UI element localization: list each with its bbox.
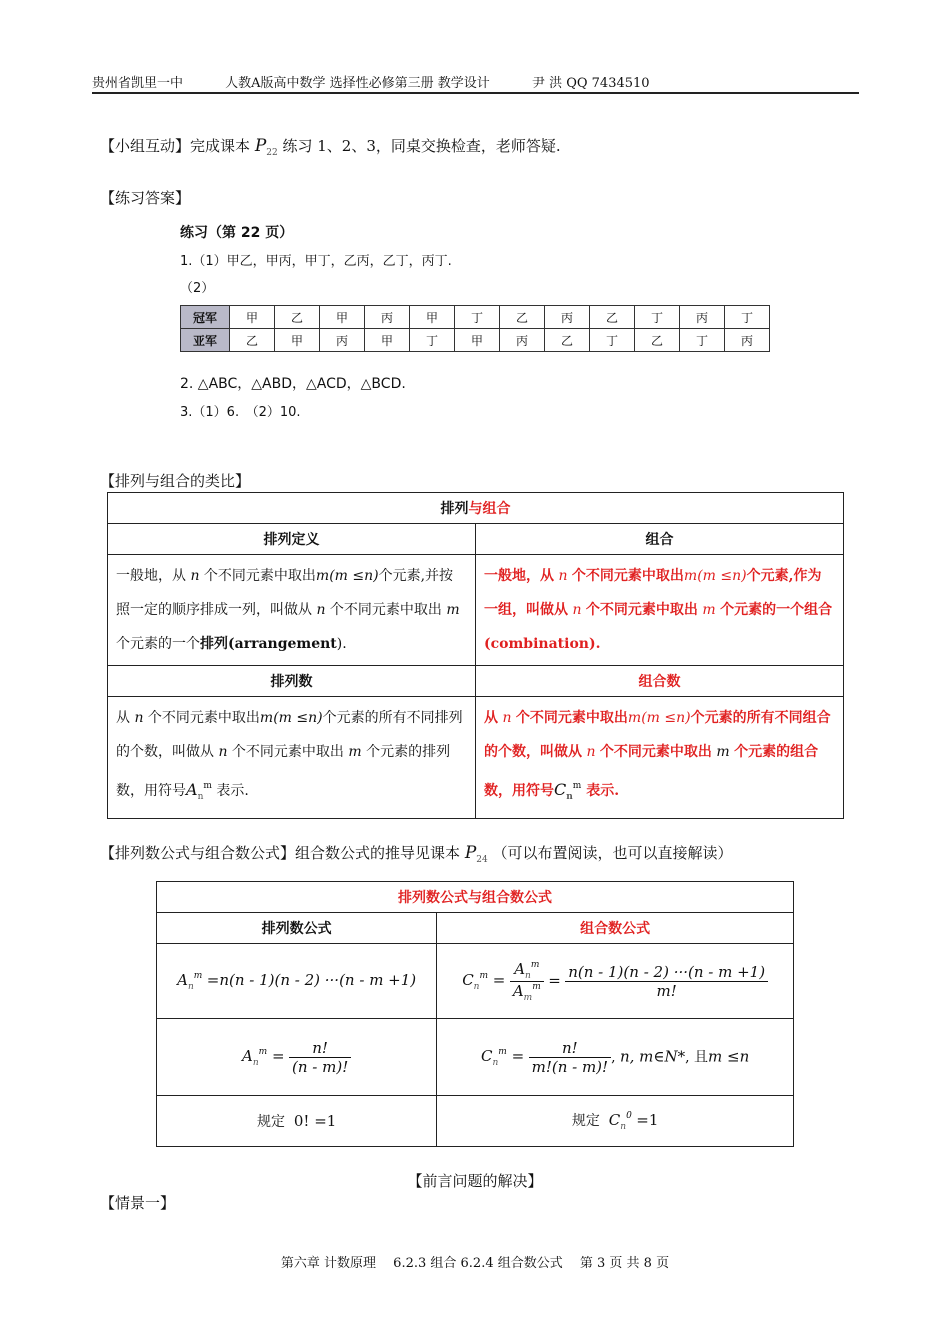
group-tag: 【小组互动】 (100, 137, 191, 155)
table-cell: 丁 (635, 306, 680, 329)
page-footer: 第六章 计数原理 6.2.3 组合 6.2.4 组合数公式 第 3 页 共 8 页 (280, 1256, 670, 1271)
table-cell: 甲 (365, 329, 410, 352)
formula-tag: 【排列数公式与组合数公式】 (100, 844, 296, 862)
group-activity: 【小组互动】完成课本 $P_{22}$ 练习 1、2、3，同桌交换检查，老师答疑. (100, 136, 561, 158)
def-head-right: 组合 (476, 524, 844, 555)
table-cell: 丁 (590, 329, 635, 352)
formula-table (156, 881, 794, 1147)
perm-number: 从 n 个不同元素中取出m(m ≤n)个元素的所有不同排列的个数，叫做从 n 个不同元素中取出 m 个元素的排列数，用符号$A_n^m$ 表示. (108, 697, 476, 819)
comb-factorial-formula: $C_n^m$ = $\frac{n!}{m!(n - m)!}$ , n, m∈N*, 且m ≤n (437, 1019, 794, 1096)
table-cell: 丁 (725, 306, 770, 329)
champion-table (180, 305, 770, 352)
formula-head-left: 排列数公式 (157, 913, 437, 944)
answer-q1-1: 1.（1）甲乙，甲丙，甲丁，乙丙，乙丁，丙丁. (180, 254, 452, 269)
header-course: 人教A版高中数学 选择性必修第三册 教学设计 (225, 76, 490, 91)
table-cell: 丁 (410, 329, 455, 352)
table-cell: 乙 (230, 329, 275, 352)
scene-tag: 【情景一】 (100, 1194, 176, 1212)
table-cell: 甲 (275, 329, 320, 352)
table-label: 亚军 (181, 329, 230, 352)
comb-definition: 一般地，从 n 个不同元素中取出m(m ≤n)个元素,作为一组，叫做从 n 个不同元素中取出 m 个元素的一个组合(combination). (476, 555, 844, 666)
table-cell: 丁 (455, 306, 500, 329)
champion-row (181, 306, 770, 329)
num-head-left: 排列数 (108, 666, 476, 697)
formula-title: 排列数公式与组合数公式 (157, 882, 794, 913)
answer-q2: 2. △ABC，△ABD，△ACD，△BCD. (180, 376, 406, 392)
analogy-table (107, 492, 844, 819)
formula-head-right: 组合数公式 (437, 913, 794, 944)
page-header (92, 72, 859, 91)
table-cell: 乙 (275, 306, 320, 329)
runnerup-row (181, 329, 770, 352)
comb-number: 从 n 个不同元素中取出m(m ≤n)个元素的所有不同组合的个数，叫做从 n 个不同元素中取出 m 个元素的组合数，用符号$C_n^m$ 表示. (476, 697, 844, 819)
table-cell: 甲 (455, 329, 500, 352)
comb-product-formula: $C_n^m$ = $\frac{A_n^m}{A_m^m}$ = $\frac{n(n - 1)(n - 2) \cdot\cdot\cdot(n - m +1)}{m!}$ (437, 944, 794, 1019)
answers-title: 练习（第 22 页） (180, 225, 294, 241)
answer-q3: 3.（1）6. （2）10. (180, 405, 301, 420)
perm-definition: 一般地，从 n 个不同元素中取出m(m ≤n)个元素,并按照一定的顺序排成一列，叫做从 n 个不同元素中取出 m 个元素的一个排列(arrangement). (108, 555, 476, 666)
analogy-title: 排列与组合 (108, 493, 844, 524)
perm-product-formula: $A_n^m =n(n - 1)(n - 2) \cdot\cdot\cdot(n - m +1)$ (157, 944, 437, 1019)
table-cell: 丁 (680, 329, 725, 352)
num-head-right: 组合数 (476, 666, 844, 697)
table-cell: 乙 (590, 306, 635, 329)
table-cell: 乙 (500, 306, 545, 329)
answers-tag: 【练习答案】 (100, 189, 191, 207)
table-cell: 丙 (725, 329, 770, 352)
table-label: 冠军 (181, 306, 230, 329)
analogy-tag: 【排列与组合的类比】 (100, 472, 251, 490)
table-cell: 甲 (410, 306, 455, 329)
table-cell: 乙 (545, 329, 590, 352)
table-cell: 丙 (680, 306, 725, 329)
formula-intro: 【排列数公式与组合数公式】组合数公式的推导见课本 $P_{24}$ （可以布置阅读，也可以直接解读） (100, 843, 733, 865)
table-cell: 甲 (320, 306, 365, 329)
table-cell: 乙 (635, 329, 680, 352)
comb-rule: 规定 $C_n^0 =1$ (437, 1096, 794, 1147)
def-head-left: 排列定义 (108, 524, 476, 555)
header-author: 尹 洪 QQ 7434510 (531, 76, 650, 91)
table-cell: 丙 (500, 329, 545, 352)
header-rule (92, 92, 859, 94)
perm-rule: 规定 0! =1 (157, 1096, 437, 1147)
table-cell: 丙 (320, 329, 365, 352)
perm-factorial-formula: $A_n^m$ = $\frac{n!}{(n - m)!}$ (157, 1019, 437, 1096)
answer-q1-2: （2） (180, 281, 215, 296)
header-school: 贵州省凯里一中 (92, 76, 184, 91)
table-cell: 丙 (365, 306, 410, 329)
table-cell: 甲 (230, 306, 275, 329)
table-cell: 丙 (545, 306, 590, 329)
solve-title: 【前言问题的解决】 (407, 1172, 543, 1190)
